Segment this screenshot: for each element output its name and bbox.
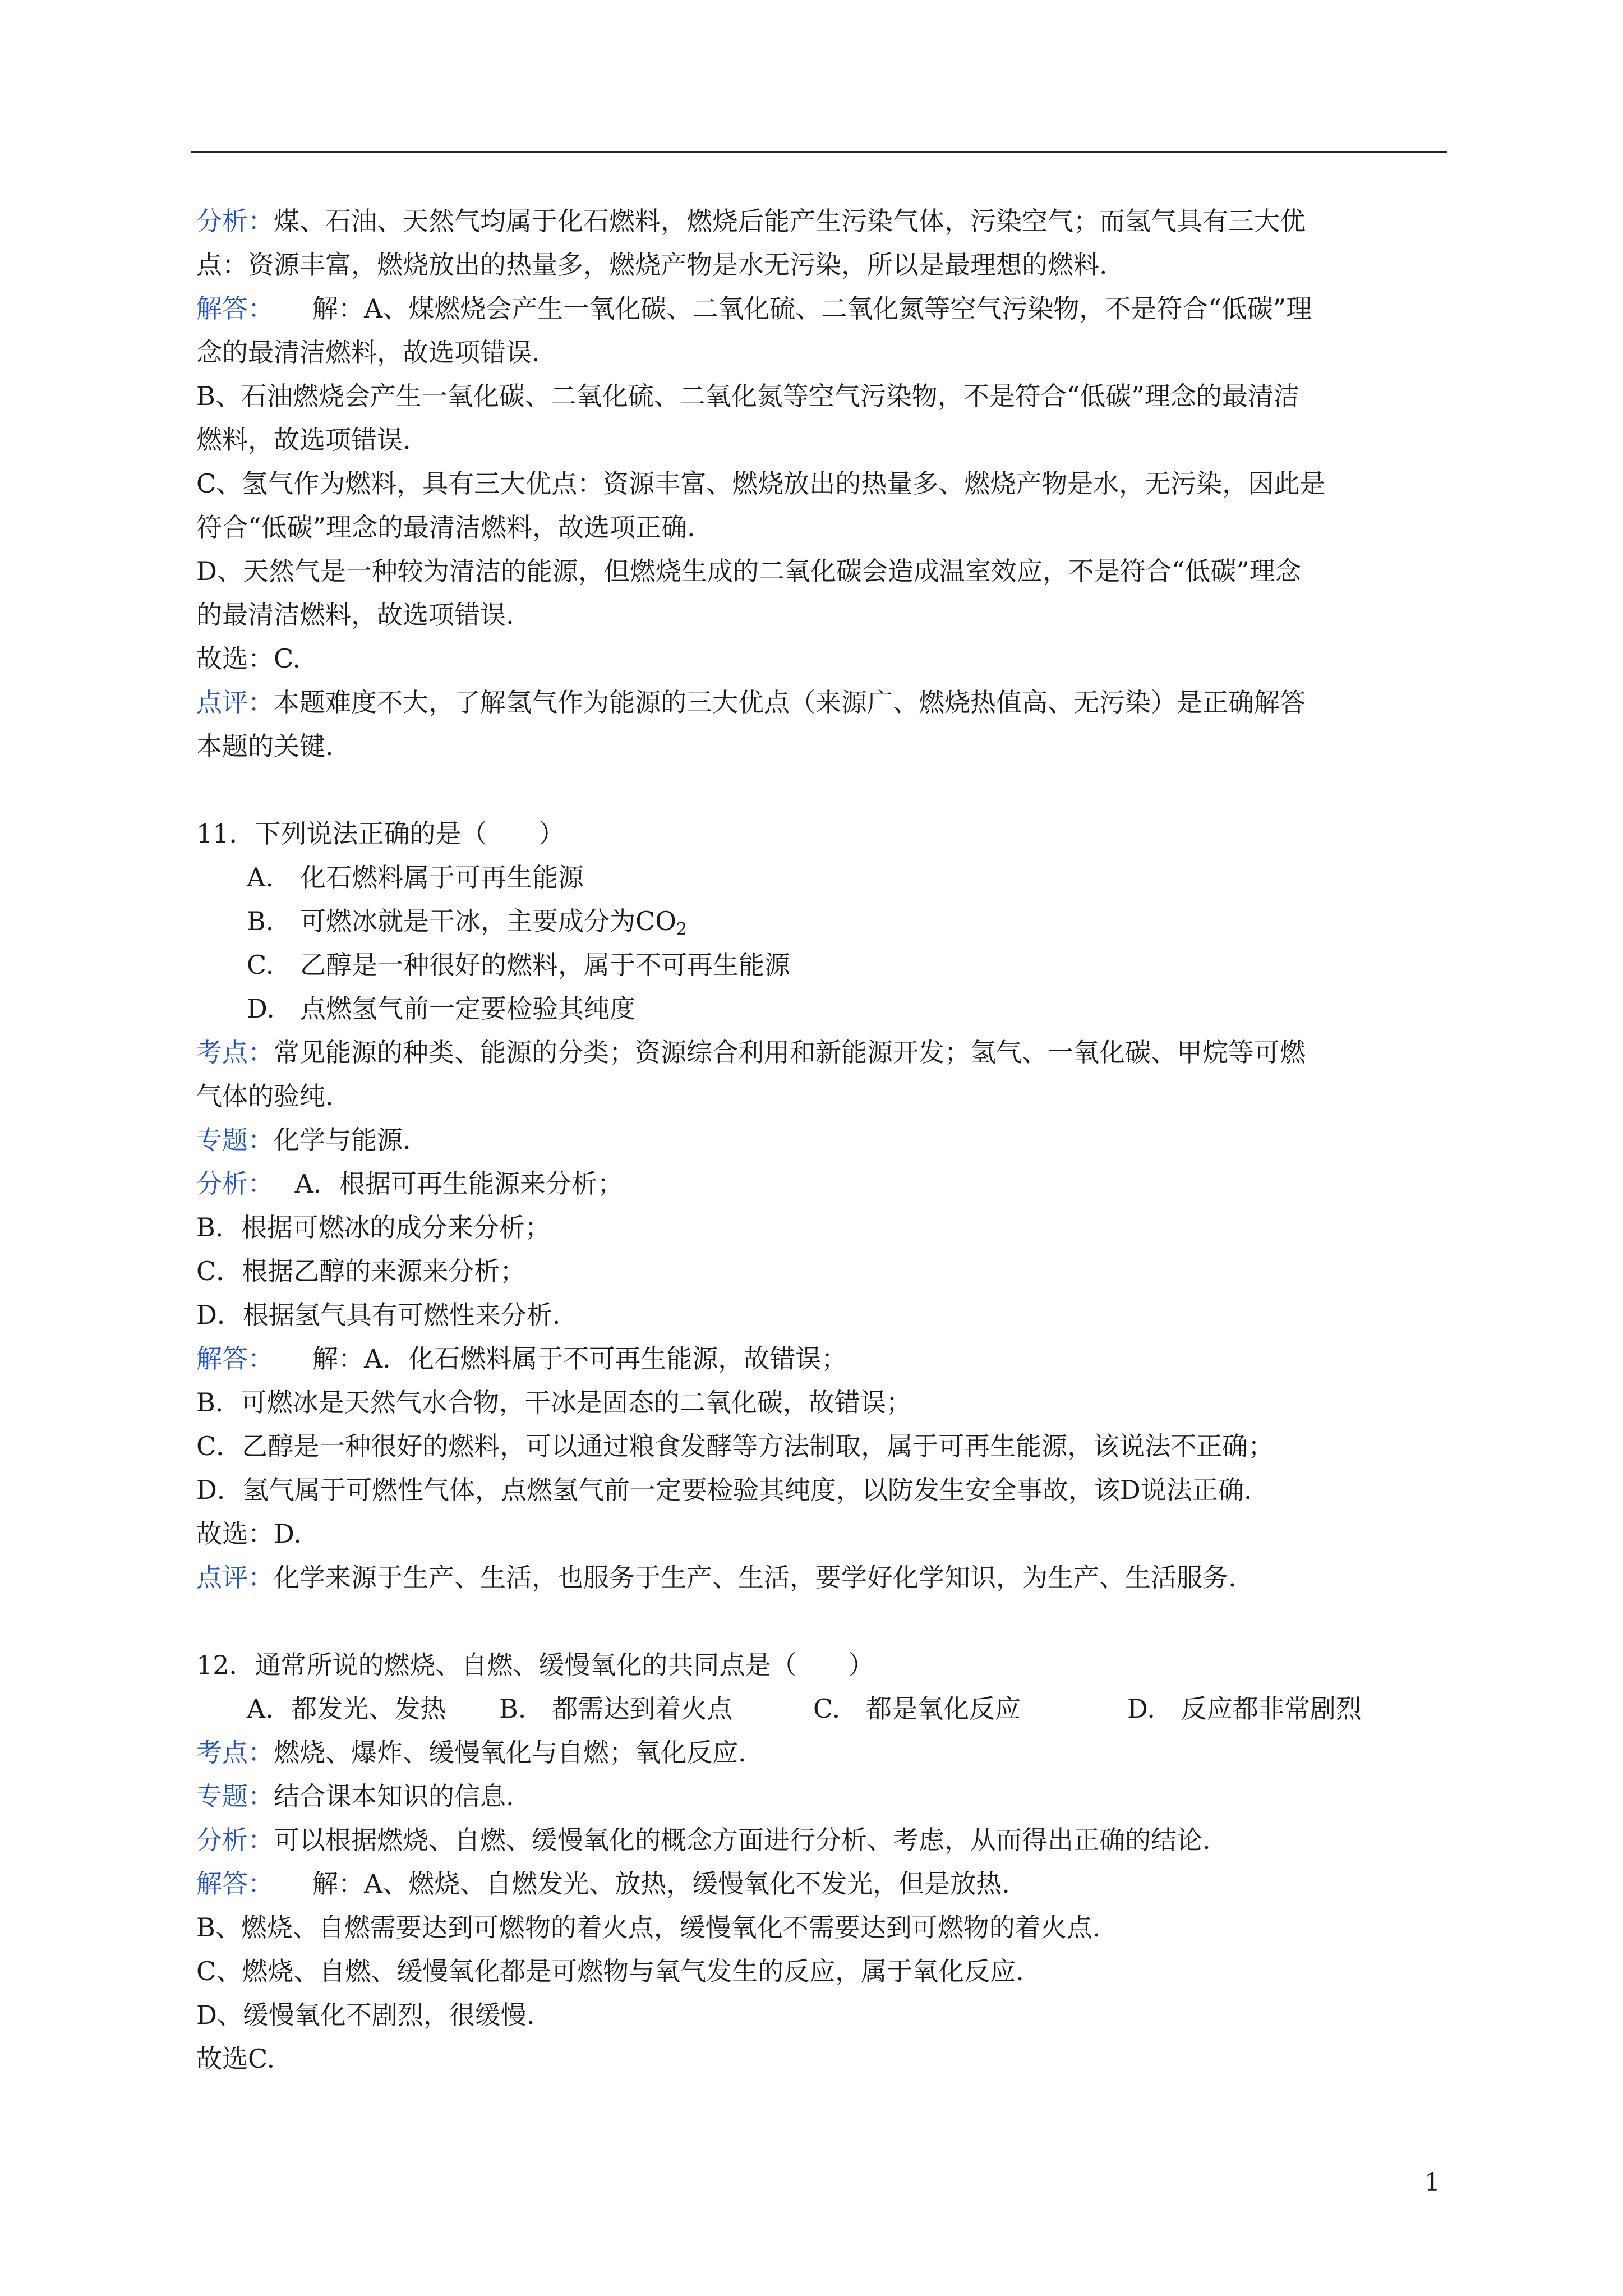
answer-line: 念的最清洁燃料，故选项错误. (196, 337, 540, 367)
answer-line: 燃料，故选项错误. (196, 425, 411, 455)
answer-line: 故选：D. (196, 1519, 302, 1549)
option-b: B. 都需达到着火点 (499, 1694, 733, 1724)
answer-line: D．氢气属于可燃性气体，点燃氢气前一定要检验其纯度，以防发生安全事故，该D说法正确. (196, 1475, 1252, 1505)
option-letter: D. (247, 993, 275, 1024)
option-d (196, 987, 1447, 1030)
analysis-line (196, 1162, 1447, 1205)
option-a (196, 855, 1447, 899)
comment-line (196, 680, 1447, 724)
option-a: A．都发光、发热 (247, 1694, 446, 1724)
kaodian-line (196, 1030, 1447, 1074)
zhuanti-line (196, 1774, 1447, 1818)
answer-line: 符合“低碳”理念的最清洁燃料，故选项正确. (196, 512, 695, 542)
option-b (196, 899, 1447, 943)
options-row (196, 1687, 1447, 1731)
analysis-line: C．根据乙醇的来源来分析； (196, 1256, 526, 1286)
answer-text: 解：A、燃烧、自燃发光、放热，缓慢氧化不发光，但是放热. (261, 1869, 1010, 1899)
question-stem: 12．通常所说的燃烧、自燃、缓慢氧化的共同点是（ ） (196, 1650, 874, 1680)
answer-line: B、石油燃烧会产生一氧化碳、二氧化硫、二氧化氮等空气污染物，不是符合“低碳”理念的最清洁 (196, 381, 1299, 411)
analysis-label: 分析： (196, 1168, 261, 1199)
analysis-line: D．根据氢气具有可燃性来分析. (196, 1300, 561, 1330)
zhuanti-text: 结合课本知识的信息. (274, 1781, 514, 1811)
answer-text: 解：A．化石燃料属于不可再生能源，故错误； (261, 1343, 847, 1374)
answer-line: 故选：C. (196, 643, 301, 674)
comment-label: 点评： (196, 687, 274, 717)
option-subscript: 2 (676, 919, 688, 939)
analysis-text: A．根据可再生能源来分析； (261, 1168, 623, 1199)
question-stem: 11．下列说法正确的是（ ） (196, 818, 565, 849)
analysis-line (196, 199, 1447, 243)
page-number: 1 (1424, 2168, 1440, 2197)
kaodian-line (196, 1731, 1447, 1774)
analysis-text: 可以根据燃烧、自燃、缓慢氧化的概念方面进行分析、考虑，从而得出正确的结论. (274, 1825, 1211, 1855)
comment-line: 本题的关键. (196, 731, 334, 761)
kaodian-line: 气体的验纯. (196, 1081, 334, 1111)
comment-line (196, 1556, 1447, 1599)
answer-line (196, 1862, 1447, 1906)
zhuanti-label: 专题： (196, 1781, 274, 1811)
analysis-text: 煤、石油、天然气均属于化石燃料，燃烧后能产生污染气体，污染空气；而氢气具有三大优 (274, 206, 1306, 236)
answer-line: C、氢气作为燃料，具有三大优点：资源丰富、燃烧放出的热量多、燃烧产物是水，无污染，因此是 (196, 468, 1326, 499)
analysis-line: 点：资源丰富，燃烧放出的热量多，燃烧产物是水无污染，所以是最理想的燃料. (196, 250, 1108, 280)
answer-line: C．乙醇是一种很好的燃料，可以通过粮食发酵等方法制取，属于可再生能源，该说法不正确； (196, 1431, 1274, 1461)
analysis-label: 分析： (196, 206, 274, 236)
option-letter: A. (247, 862, 274, 892)
answer-line: C、燃烧、自燃、缓慢氧化都是可燃物与氧气发生的反应，属于氧化反应. (196, 1956, 1024, 1986)
kaodian-label: 考点： (196, 1037, 274, 1068)
kaodian-text: 燃烧、爆炸、缓慢氧化与自燃；氧化反应. (274, 1737, 746, 1768)
answer-line: B、燃烧、自燃需要达到可燃物的着火点，缓慢氧化不需要达到可燃物的着火点. (196, 1912, 1101, 1943)
answer-line: 的最清洁燃料，故选项错误. (196, 600, 514, 630)
answer-text: 解：A、煤燃烧会产生一氧化碳、二氧化硫、二氧化氮等空气污染物，不是符合“低碳”理 (261, 293, 1312, 324)
answer-label: 解答： (196, 293, 261, 324)
option-d: D. 反应都非常剧烈 (1127, 1694, 1362, 1724)
answer-label: 解答： (196, 1869, 261, 1899)
option-text: 点燃氢气前一定要检验其纯度 (300, 993, 635, 1024)
analysis-line: B．根据可燃冰的成分来分析； (196, 1212, 551, 1243)
answer-line (196, 1337, 1447, 1381)
analysis-line (196, 1818, 1447, 1862)
document-body (196, 199, 1447, 2081)
option-letter: B. (247, 906, 274, 936)
comment-label: 点评： (196, 1562, 274, 1593)
answer-label: 解答： (196, 1343, 261, 1374)
option-c: C. 都是氧化反应 (813, 1694, 1021, 1724)
comment-text: 本题难度不大，了解氢气作为能源的三大优点（来源广、燃烧热值高、无污染）是正确解答 (274, 687, 1306, 717)
option-c (196, 943, 1447, 987)
zhuanti-text: 化学与能源. (274, 1125, 411, 1155)
zhuanti-label: 专题： (196, 1125, 274, 1155)
answer-line: 故选C. (196, 2044, 275, 2074)
analysis-label: 分析： (196, 1825, 274, 1855)
kaodian-label: 考点： (196, 1737, 274, 1768)
header-rule (191, 151, 1447, 153)
answer-line: D、天然气是一种较为清洁的能源，但燃烧生成的二氧化碳会造成温室效应，不是符合“低碳”理念 (196, 556, 1301, 586)
answer-line (196, 287, 1447, 330)
kaodian-text: 常见能源的种类、能源的分类；资源综合利用和新能源开发；氢气、一氧化碳、甲烷等可燃 (274, 1037, 1306, 1068)
option-text: 化石燃料属于可再生能源 (300, 862, 584, 892)
option-letter: C. (247, 950, 274, 980)
comment-text: 化学来源于生产、生活，也服务于生产、生活，要学好化学知识，为生产、生活服务. (274, 1562, 1237, 1593)
answer-line: B．可燃冰是天然气水合物，干冰是固态的二氧化碳，故错误； (196, 1387, 912, 1418)
option-text: 乙醇是一种很好的燃料，属于不可再生能源 (300, 950, 790, 980)
spacer (196, 1599, 1447, 1643)
spacer (196, 768, 1447, 812)
zhuanti-line (196, 1118, 1447, 1162)
answer-line: D、缓慢氧化不剧烈，很缓慢. (196, 2000, 535, 2030)
option-text: 可燃冰就是干冰，主要成分为CO (300, 906, 676, 936)
